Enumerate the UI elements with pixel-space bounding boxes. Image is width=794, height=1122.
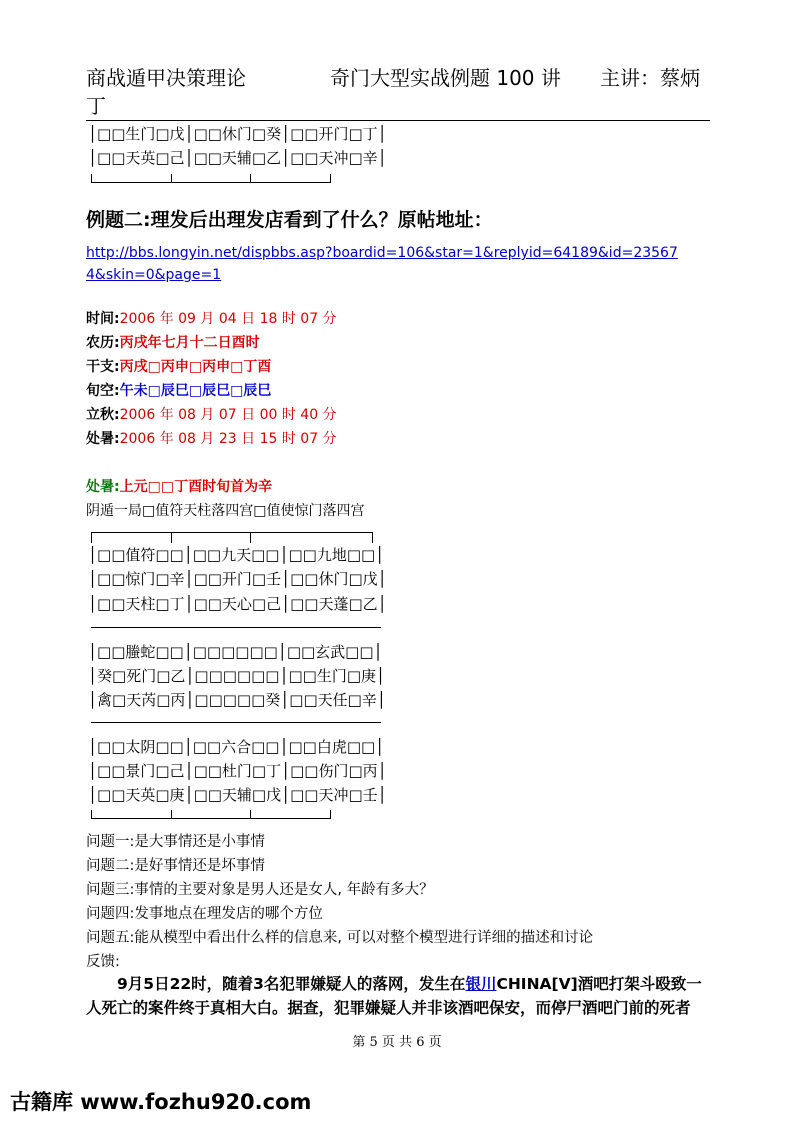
meta-xunkong-value: 午未□辰巳□辰巳□辰巳 [119,383,272,399]
header-wrap: 丁 [86,94,106,118]
chart-row: │□□惊门□辛│□□开门□壬│□□休门□戊│ [88,570,387,588]
ju-line [86,476,272,499]
chart-row: │癸□死门□乙│□□□□□□│□□生门□庚│ [88,667,386,685]
meta-ganzhi-label: 干支: [86,359,120,375]
ju-value: 上元□□丁酉时旬首为辛 [119,479,273,495]
chart-row: │□□值符□□│□□九天□□│□□九地□□│ [88,546,385,564]
question-item: 问题二:是好事情还是坏事情 [86,858,265,874]
paragraph-text: CHINA[V]酒吧打架斗殴致一人死亡的案件终于真相大白。据查，犯罪嫌疑人并非该酒吧保安，而停尸酒吧门前的死者 [86,975,702,1017]
meta-xunkong-label: 旬空: [86,383,120,399]
source-link-line1[interactable]: http://bbs.longyin.net/dispbbs.asp?boardid=106&star=1&replyid=64189&id=23567 [86,245,678,261]
chart-row: │□□景门□己│□□杜门□丁│□□伤门□丙│ [88,762,387,780]
grid-divider [250,174,251,183]
meta-liqiu [86,404,337,427]
chart-row: │□□螣蛇□□│□□□□□□│□□玄武□□│ [88,643,383,661]
feedback-label: 反馈: [86,954,120,970]
ju-line2: 阴遁一局□值符天柱落四宫□值使惊门落四宫 [86,503,365,519]
meta-chushu-label: 处暑: [86,431,120,447]
feedback-paragraph [86,972,708,1020]
meta-ganzhi [86,356,271,379]
question-item: 问题五:能从模型中看出什么样的信息来, 可以对整个模型进行详细的描述和讨论 [86,930,594,946]
chart-separator [91,627,381,628]
header-right: 主讲：蔡炳 [600,66,700,90]
paragraph-text: 9月5日22时，随着3名犯罪嫌疑人的落网，发生在 [117,975,466,993]
meta-lunar-value: 丙戌年七月十二日酉时 [119,335,260,351]
meta-lunar [86,332,260,355]
chart-row: │□□太阴□□│□□六合□□│□□白虎□□│ [88,738,385,756]
meta-chushu [86,428,337,451]
question-item: 问题三:事情的主要对象是男人还是女人, 年龄有多大？ [86,882,434,898]
yinchuan-link[interactable]: 银川 [465,975,497,993]
grid-divider [250,810,251,819]
page-footer: 第 5 页 共 6 页 [352,1035,442,1050]
meta-chushu-value: 2006 年 08 月 23 日 15 时 07 分 [119,431,337,447]
question-list [86,830,726,974]
meta-lunar-label: 农历: [86,335,120,351]
header-left: 商战遁甲决策理论 [86,66,246,90]
top-grid-row: │□□天英□己│□□天辅□乙│□□天冲□辛│ [88,149,387,167]
source-link[interactable] [86,242,678,286]
site-watermark: 古籍库 www.fozhu920.com [10,1090,312,1114]
meta-liqiu-value: 2006 年 08 月 07 日 00 时 40 分 [119,407,337,423]
top-grid-row: │□□生门□戊│□□休门□癸│□□开门□丁│ [88,125,387,143]
grid-divider [171,532,172,543]
ju-label: 处暑: [86,479,120,495]
source-link-line2[interactable]: 4&skin=0&page=1 [86,267,222,283]
question-item: 问题四:发事地点在理发店的哪个方位 [86,906,323,922]
example-title: 例题二:理发后出理发店看到了什么？原帖地址： [86,209,493,231]
grid-divider [171,174,172,183]
meta-ganzhi-value: 丙戌□丙申□丙申□丁酉 [119,359,272,375]
meta-time-value: 2006 年 09 月 04 日 18 时 07 分 [119,311,337,327]
chart-row: │□□天英□庚│□□天辅□戊│□□天冲□壬│ [88,786,387,804]
chart-separator [91,722,381,723]
header-rule [86,120,710,121]
meta-liqiu-label: 立秋: [86,407,120,423]
question-item: 问题一:是大事情还是小事情 [86,834,265,850]
grid-divider [171,810,172,819]
chart-row: │□□天柱□丁│□□天心□己│□□天蓬□乙│ [88,595,387,613]
grid-divider [250,532,251,543]
top-grid-bottom [91,174,331,183]
meta-time [86,308,337,331]
chart-row: │禽□天芮□丙│□□□□□癸│□□天任□辛│ [88,691,386,709]
chart-bottom-border [91,810,331,819]
meta-time-label: 时间: [86,311,120,327]
chart-top-border [91,532,373,543]
header-center: 奇门大型实战例题 100 讲 [330,66,561,90]
meta-xunkong [86,380,271,403]
